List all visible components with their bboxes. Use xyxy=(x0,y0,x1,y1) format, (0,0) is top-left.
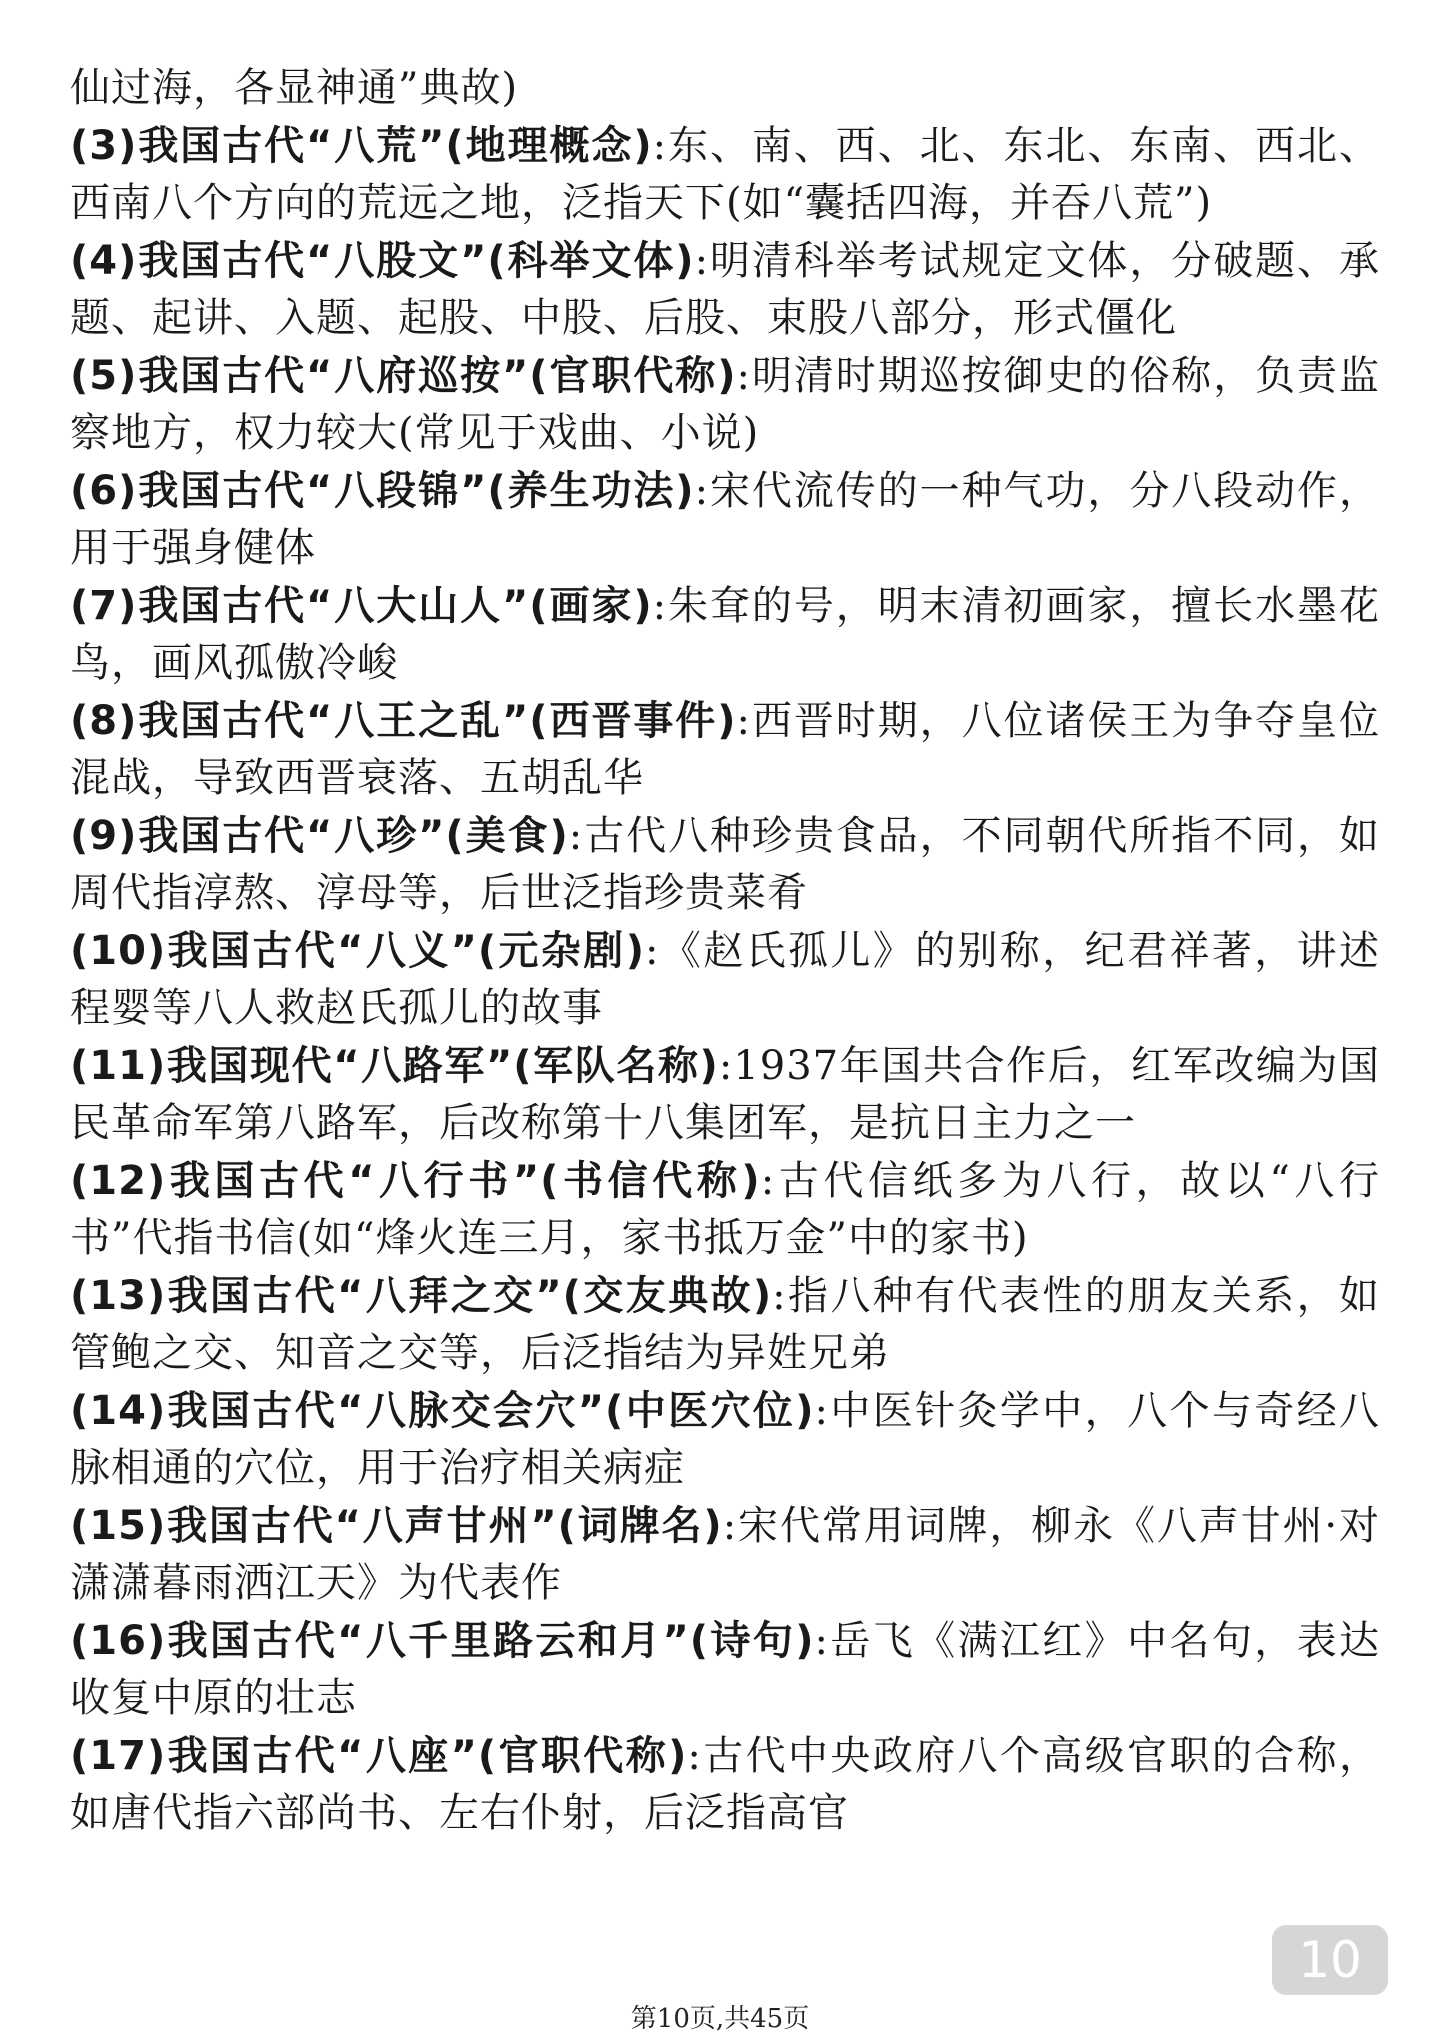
entry-text: :《赵氏孤儿》的别称，纪君祥著，讲述程婴等八人救赵氏孤儿的故事 xyxy=(70,927,1380,1031)
entry-text: :西晋时期，八位诸侯王为争夺皇位混战，导致西晋衰落、五胡乱华 xyxy=(70,697,1380,801)
entry-15 xyxy=(70,1498,1380,1613)
page-number-badge: 10 xyxy=(1272,1925,1388,1995)
entry-text: :古代信纸多为八行，故以“八行书”代指书信(如“烽火连三月，家书抵万金”中的家书) xyxy=(70,1157,1380,1261)
entry-heading: (15)我国古代“八声甘州”(词牌名) xyxy=(70,1502,723,1549)
entry-heading: (3)我国古代“八荒”(地理概念) xyxy=(70,122,653,169)
entry-12 xyxy=(70,1153,1380,1268)
entry-10 xyxy=(70,923,1380,1038)
entry-heading: (7)我国古代“八大山人”(画家) xyxy=(70,582,653,629)
entry-7 xyxy=(70,578,1380,693)
entry-text: :古代中央政府八个高级官职的合称，如唐代指六部尚书、左右仆射，后泛指高官 xyxy=(70,1732,1380,1836)
entry-6 xyxy=(70,463,1380,578)
entry-heading: (13)我国古代“八拜之交”(交友典故) xyxy=(70,1272,773,1319)
entry-text: :中医针灸学中，八个与奇经八脉相通的穴位，用于治疗相关病症 xyxy=(70,1387,1380,1491)
entry-heading: (17)我国古代“八座”(官职代称) xyxy=(70,1732,688,1779)
entry-13 xyxy=(70,1268,1380,1383)
entry-11 xyxy=(70,1038,1380,1153)
entry-3 xyxy=(70,118,1380,233)
entry-heading: (9)我国古代“八珍”(美食) xyxy=(70,812,569,859)
lead-paragraph xyxy=(70,60,1380,118)
entry-text: :古代八种珍贵食品，不同朝代所指不同，如周代指淳熬、淳母等，后世泛指珍贵菜肴 xyxy=(70,812,1380,916)
entry-text: :明清时期巡按御史的俗称，负责监察地方，权力较大(常见于戏曲、小说) xyxy=(70,352,1380,456)
entry-heading: (11)我国现代“八路军”(军队名称) xyxy=(70,1042,719,1089)
entry-heading: (16)我国古代“八千里路云和月”(诗句) xyxy=(70,1617,815,1664)
document-body xyxy=(70,60,1380,1843)
entry-text: :东、南、西、北、东北、东南、西北、西南八个方向的荒远之地，泛指天下(如“囊括四海，并吞八荒”) xyxy=(70,122,1380,226)
entry-text: :宋代常用词牌，柳永《八声甘州·对潇潇暮雨洒江天》为代表作 xyxy=(70,1502,1380,1606)
entry-text: :岳飞《满江红》中名句，表达收复中原的壮志 xyxy=(70,1617,1380,1721)
entry-heading: (8)我国古代“八王之乱”(西晋事件) xyxy=(70,697,737,744)
entry-4 xyxy=(70,233,1380,348)
entry-heading: (12)我国古代“八行书”(书信代称) xyxy=(70,1157,761,1204)
entry-text: :朱耷的号，明末清初画家，擅长水墨花鸟，画风孤傲冷峻 xyxy=(70,582,1380,686)
entry-text: :指八种有代表性的朋友关系，如管鲍之交、知音之交等，后泛指结为异姓兄弟 xyxy=(70,1272,1380,1376)
entry-text: :明清科举考试规定文体，分破题、承题、起讲、入题、起股、中股、后股、束股八部分，形式僵化 xyxy=(70,237,1380,341)
entry-5 xyxy=(70,348,1380,463)
entry-17 xyxy=(70,1728,1380,1843)
page-footer: 第10页,共45页 xyxy=(630,2004,810,2034)
entry-heading: (10)我国古代“八义”(元杂剧) xyxy=(70,927,645,974)
entry-9 xyxy=(70,808,1380,923)
entry-14 xyxy=(70,1383,1380,1498)
entry-heading: (14)我国古代“八脉交会穴”(中医穴位) xyxy=(70,1387,815,1434)
entry-heading: (5)我国古代“八府巡按”(官职代称) xyxy=(70,352,737,399)
entry-heading: (4)我国古代“八股文”(科举文体) xyxy=(70,237,695,284)
entry-text: :1937年国共合作后，红军改编为国民革命军第八路军，后改称第十八集团军，是抗日主力之一 xyxy=(70,1042,1380,1146)
entry-8 xyxy=(70,693,1380,808)
entry-heading: (6)我国古代“八段锦”(养生功法) xyxy=(70,467,695,514)
lead-text: 仙过海，各显神通”典故) xyxy=(70,65,519,111)
entry-16 xyxy=(70,1613,1380,1728)
entry-text: :宋代流传的一种气功，分八段动作，用于强身健体 xyxy=(70,467,1380,571)
